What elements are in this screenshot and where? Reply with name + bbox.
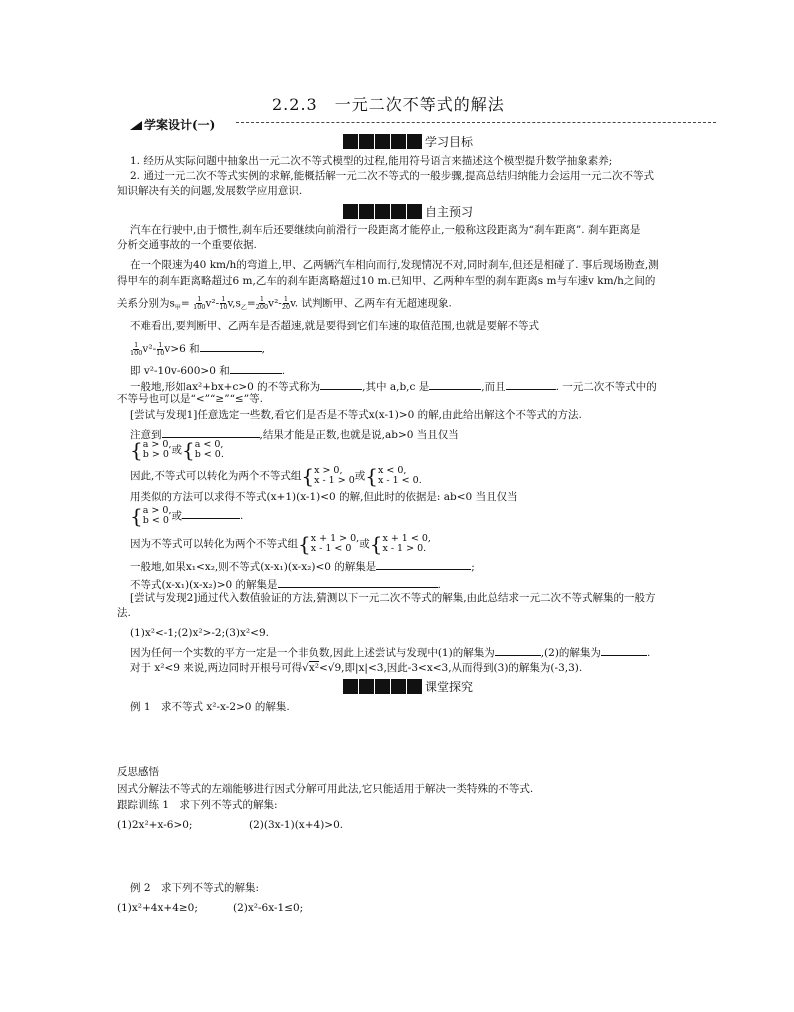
blank-field[interactable] <box>230 362 282 374</box>
blank-field[interactable] <box>601 644 647 656</box>
follow-item-2: (2)(3x-1)(x+4)>0. <box>249 819 344 831</box>
sqrt-line: 对于 x²<9 来说,两边同时开根号可得√x²<√9,即|x|<3,因此-3<x<3,从而得到(3)的解集为(-3,3). <box>130 662 583 674</box>
blank-field[interactable] <box>278 576 438 588</box>
section-label: 学案设计(一) <box>144 118 216 132</box>
blank-field[interactable] <box>506 378 556 390</box>
para-definition-cont: 不等号也可以是“<”“≥”“≤”等. <box>117 393 263 405</box>
system-x: 因此,不等式可以转化为两个不等式组 { x > 0, x - 1 > 0 或 { x < 0, x - 1 < 0. <box>130 464 422 488</box>
banner-self-preview <box>343 203 473 219</box>
banner-label: 课堂探究 <box>425 679 474 694</box>
blank-field[interactable] <box>200 340 262 352</box>
notice-line: 注意到 ,结果才能是正数,也就是说,ab>0 当且仅当 <box>130 426 459 442</box>
example-2-item-2: (2)x²-6x-1≤0; <box>233 902 304 914</box>
try-discover-2: [尝试与发现2]通过代入数值验证的方法,猜测以下一元二次不等式的解集,由此总结求一元二次不等式解集的一般方 <box>130 592 656 604</box>
similar-method: 用类似的方法可以求得不等式(x+1)(x-1)<0 的解,但此时的依据是: ab<0 当且仅当 <box>130 491 518 503</box>
general-case-2: 不等式(x-x₁)(x-x₂)>0 的解集是 . <box>130 576 441 592</box>
para-relation: 关系分别为$s_甲=$ $\frac{1}{100}$ v²- $\frac{1}{10}$ $v,s_乙=$ $\frac{1}{200}$ v²- $\frac{1}{20}$ v. 试判断甲、乙两车有无超速现象. <box>117 295 452 312</box>
system-ab-2: { a > 0, b < 0 或 . <box>130 504 244 528</box>
system-x-2: 因为不等式可以转化为两个不等式组 { x + 1 > 0, x - 1 < 0 或 { x + 1 < 0, x - 1 > 0. <box>130 532 431 556</box>
goal-2: 2. 通过一元二次不等式实例的求解,能概括解一元二次不等式的一般步骤,提高总结归纳能力会运用一元二次不等式 <box>130 170 655 182</box>
banner-label: 学习目标 <box>425 134 474 149</box>
para-braking: 汽车在行驶中,由于惯性,刹车后还要继续向前滑行一段距离才能停止,一般称这段距离为“刹车距离”. 刹车距离是 <box>130 224 641 236</box>
blank-field[interactable] <box>182 507 240 519</box>
follow-training-1: 跟踪训练 1 求下列不等式的解集: <box>117 799 278 811</box>
nonnegative-line: 因为任何一个实数的平方一定是一个非负数,因此上述尝试与发现中(1)的解集为 ,(2)的解集为 . <box>130 644 650 660</box>
blank-field[interactable] <box>429 378 481 390</box>
inequality-line-2: 即 v²-10v-600>0 和 . <box>130 362 285 378</box>
para-braking-cont: 分析交通事故的一个重要依据. <box>117 239 257 251</box>
section-heading <box>130 116 215 133</box>
triangle-icon <box>130 121 142 130</box>
banner-class-explore <box>343 678 473 694</box>
goal-2-cont: 知识解决有关的问题,发展数学应用意识. <box>117 185 303 197</box>
para-judge: 不难看出,要判断甲、乙两车是否超速,就是要得到它们车速的取值范围,也就是要解不等式 <box>130 320 540 332</box>
para-scenario-cont: 得甲车的刹车距离略超过6 m,乙车的刹车距离略超过10 m.已知甲、乙两种车型的刹车距离s m与车速v km/h之间的 <box>117 275 656 287</box>
reflect-title: 反思感悟 <box>117 766 159 778</box>
try-discover-1: [尝试与发现1]任意选定一些数,看它们是否是不等式x(x-1)>0 的解,由此给出解这个不等式的方法. <box>130 409 582 421</box>
general-case-1: 一般地,如果x₁<x₂,则不等式(x-x₁)(x-x₂)<0 的解集是 ; <box>130 558 475 574</box>
blank-field[interactable] <box>320 378 362 390</box>
goal-1: 1. 经历从实际问题中抽象出一元二次不等式模型的过程,能用符号语言来描述这个模型提升数学抽象素养; <box>130 155 613 167</box>
example-1: 例 1 求不等式 x²-x-2>0 的解集. <box>130 701 290 713</box>
dotted-divider <box>236 122 716 123</box>
try-discover-2-cont: 法. <box>117 607 131 619</box>
example-2-item-1: (1)x²+4x+4≥0; <box>117 902 198 914</box>
para-scenario: 在一个限速为40 km/h的弯道上,甲、乙两辆汽车相向而行,发现情况不对,同时刹车,但还是相碰了. 事后现场勘查,测 <box>130 259 659 271</box>
follow-item-1: (1)2x²+x-6>0; <box>117 819 193 831</box>
page-title: 2.2.3 一元二次不等式的解法 <box>272 95 505 114</box>
example-2: 例 2 求下列不等式的解集: <box>130 882 260 894</box>
blank-field[interactable] <box>162 426 260 438</box>
banner-label: 自主预习 <box>425 204 474 219</box>
blank-field[interactable] <box>376 558 471 570</box>
system-ab: { a > 0, b > 0 或 { a < 0, b < 0. <box>130 438 224 462</box>
reflect-text: 因式分解法不等式的左端能够进行因式分解可用此法,它只能适用于解决一类特殊的不等式. <box>117 783 534 795</box>
blank-field[interactable] <box>495 644 541 656</box>
banner-learning-goals <box>343 133 473 149</box>
para-definition: 一般地,形如ax²+bx+c>0 的不等式称为 ,其中 a,b,c 是 ,而且 . 一元二次不等式中的 <box>130 378 657 394</box>
inequality-line: $\frac{1}{100}$ v²- $\frac{1}{10}$ v>6 和 , <box>130 340 265 357</box>
three-inequalities: (1)x²<-1;(2)x²>-2;(3)x²<9. <box>130 627 269 639</box>
